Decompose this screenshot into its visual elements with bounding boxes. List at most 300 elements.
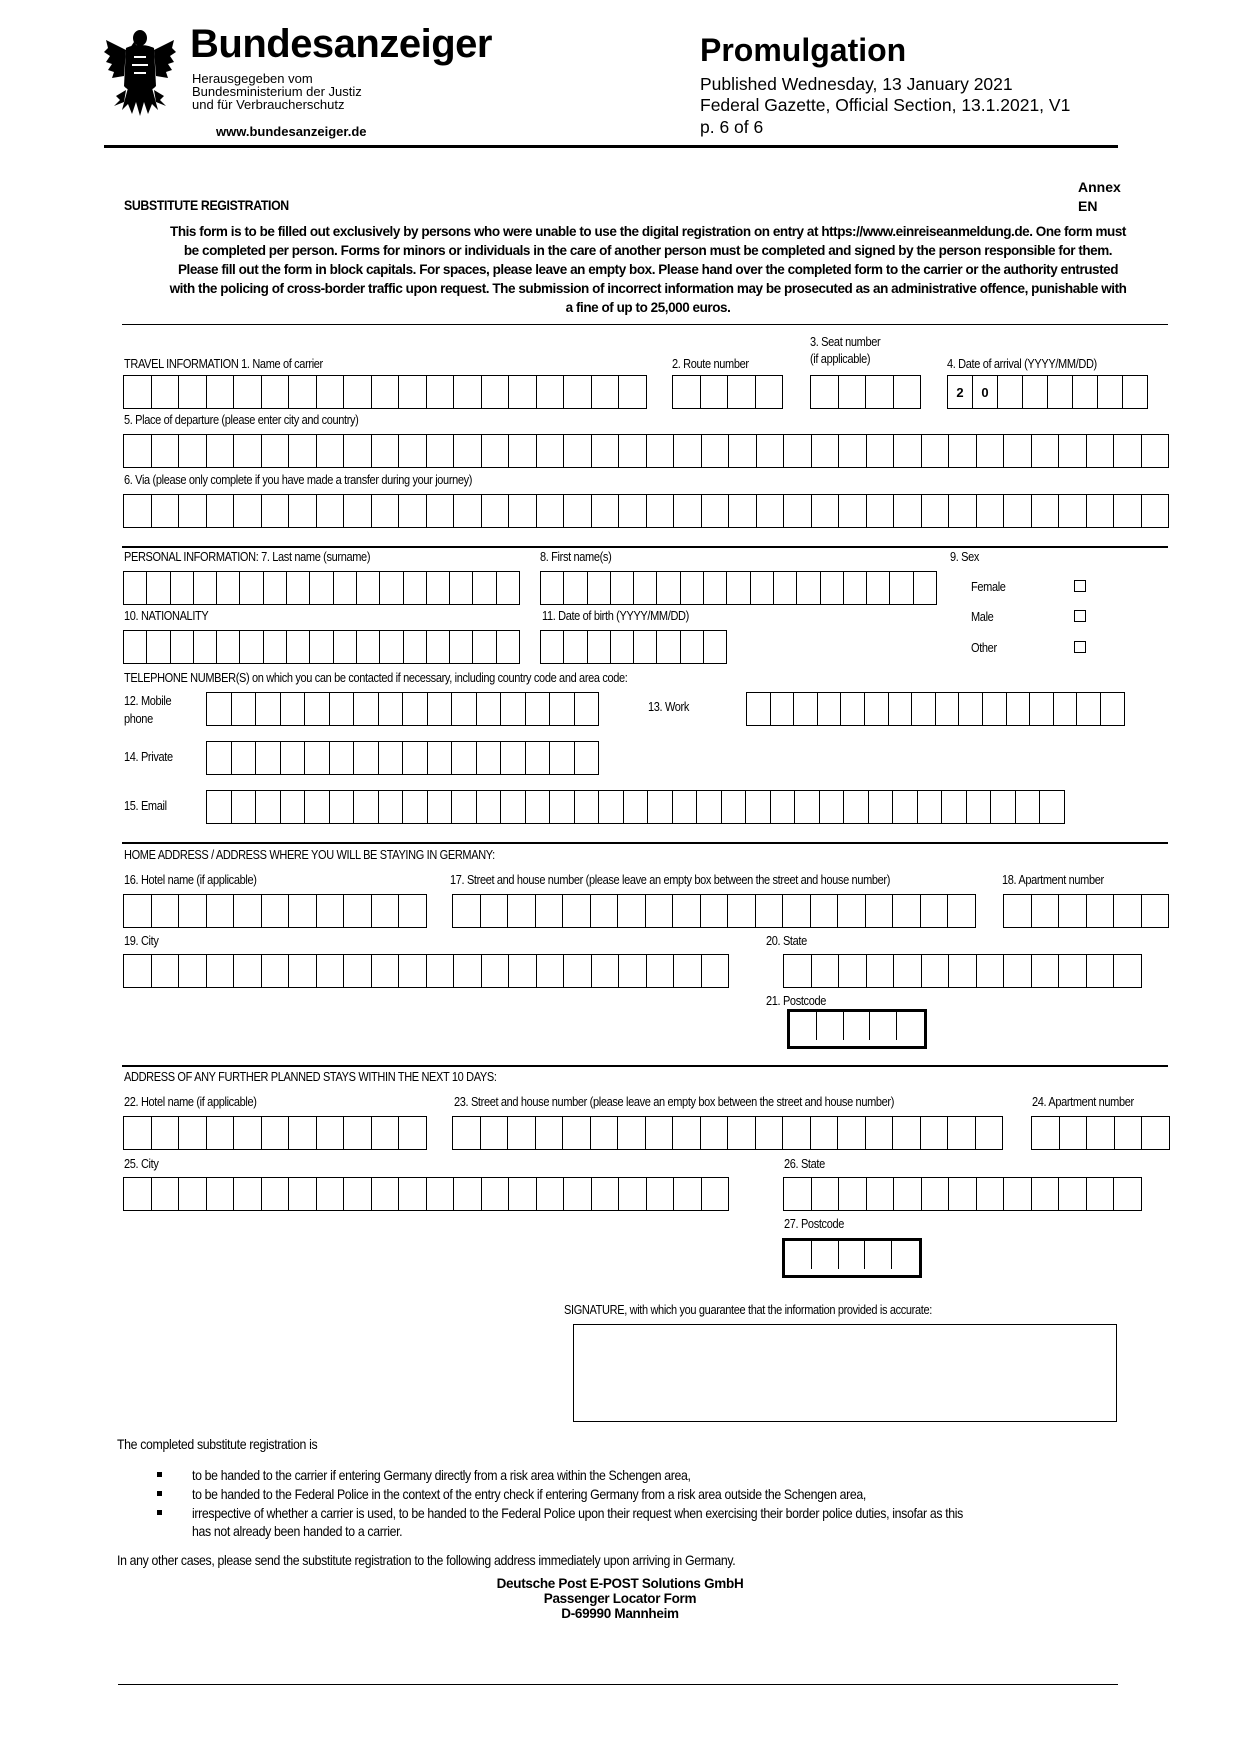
char-box[interactable] bbox=[673, 1116, 701, 1150]
char-box[interactable] bbox=[1077, 692, 1101, 726]
char-box[interactable] bbox=[564, 1177, 592, 1211]
home-state-field[interactable] bbox=[783, 954, 1142, 988]
char-box[interactable] bbox=[344, 954, 372, 988]
char-box[interactable] bbox=[1032, 1177, 1060, 1211]
char-box[interactable] bbox=[152, 434, 180, 468]
char-box[interactable] bbox=[344, 494, 372, 528]
char-box[interactable] bbox=[147, 630, 170, 664]
char-box[interactable] bbox=[537, 1177, 565, 1211]
char-box[interactable] bbox=[207, 741, 232, 775]
char-box[interactable] bbox=[922, 434, 950, 468]
char-box[interactable] bbox=[575, 790, 600, 824]
char-box[interactable] bbox=[1004, 894, 1032, 928]
char-box[interactable] bbox=[473, 571, 496, 605]
char-box[interactable] bbox=[820, 790, 845, 824]
char-box[interactable] bbox=[790, 1012, 817, 1040]
char-box[interactable] bbox=[399, 1116, 427, 1150]
char-box[interactable] bbox=[289, 375, 317, 409]
char-box[interactable] bbox=[344, 894, 372, 928]
char-box[interactable] bbox=[1087, 434, 1115, 468]
char-box[interactable] bbox=[262, 954, 290, 988]
char-box[interactable] bbox=[399, 894, 427, 928]
char-box[interactable] bbox=[657, 571, 680, 605]
char-box[interactable] bbox=[289, 1116, 317, 1150]
char-box[interactable] bbox=[592, 494, 620, 528]
char-box[interactable] bbox=[357, 630, 380, 664]
char-box[interactable] bbox=[722, 790, 747, 824]
char-box[interactable] bbox=[232, 790, 257, 824]
char-box[interactable] bbox=[481, 894, 509, 928]
char-box[interactable] bbox=[729, 494, 757, 528]
char-box[interactable] bbox=[501, 741, 526, 775]
char-box[interactable] bbox=[234, 494, 262, 528]
char-box[interactable] bbox=[482, 375, 510, 409]
date-prefix-digit[interactable]: 2 bbox=[948, 375, 973, 409]
char-box[interactable] bbox=[921, 894, 949, 928]
char-box[interactable] bbox=[550, 692, 575, 726]
char-box[interactable] bbox=[751, 571, 774, 605]
char-box[interactable] bbox=[757, 494, 785, 528]
char-box[interactable] bbox=[794, 692, 818, 726]
char-box[interactable] bbox=[647, 1177, 675, 1211]
char-box[interactable] bbox=[977, 1177, 1005, 1211]
char-box[interactable] bbox=[618, 1116, 646, 1150]
further-city-field[interactable] bbox=[123, 1177, 729, 1211]
char-box[interactable] bbox=[427, 954, 455, 988]
char-box[interactable] bbox=[289, 494, 317, 528]
char-box[interactable] bbox=[379, 692, 404, 726]
char-box[interactable] bbox=[541, 571, 564, 605]
char-box[interactable] bbox=[812, 1177, 840, 1211]
char-box[interactable] bbox=[998, 375, 1023, 409]
char-box[interactable] bbox=[890, 571, 913, 605]
char-box[interactable] bbox=[657, 630, 680, 664]
char-box[interactable] bbox=[784, 434, 812, 468]
char-box[interactable] bbox=[452, 692, 477, 726]
char-box[interactable] bbox=[234, 894, 262, 928]
char-box[interactable] bbox=[234, 954, 262, 988]
char-box[interactable] bbox=[839, 494, 867, 528]
char-box[interactable] bbox=[262, 1177, 290, 1211]
date-of-birth-field[interactable] bbox=[540, 630, 727, 664]
char-box[interactable] bbox=[509, 954, 537, 988]
char-box[interactable] bbox=[179, 434, 207, 468]
char-box[interactable] bbox=[1101, 692, 1125, 726]
char-box[interactable] bbox=[867, 571, 890, 605]
char-box[interactable] bbox=[1114, 954, 1142, 988]
char-box[interactable] bbox=[894, 1177, 922, 1211]
char-box[interactable] bbox=[592, 434, 620, 468]
char-box[interactable] bbox=[1114, 494, 1142, 528]
char-box[interactable] bbox=[217, 630, 240, 664]
char-box[interactable] bbox=[207, 434, 235, 468]
arrival-date-field[interactable] bbox=[947, 375, 1148, 409]
char-box[interactable] bbox=[450, 571, 473, 605]
char-box[interactable] bbox=[289, 434, 317, 468]
char-box[interactable] bbox=[1004, 954, 1032, 988]
char-box[interactable] bbox=[179, 375, 207, 409]
char-box[interactable] bbox=[922, 954, 950, 988]
char-box[interactable] bbox=[1032, 954, 1060, 988]
char-box[interactable] bbox=[372, 1116, 400, 1150]
char-box[interactable] bbox=[454, 954, 482, 988]
char-box[interactable] bbox=[618, 894, 646, 928]
char-box[interactable] bbox=[152, 1177, 180, 1211]
char-box[interactable] bbox=[611, 571, 634, 605]
char-box[interactable] bbox=[124, 954, 152, 988]
char-box[interactable] bbox=[611, 630, 634, 664]
char-box[interactable] bbox=[1059, 494, 1087, 528]
char-box[interactable] bbox=[450, 630, 473, 664]
carrier-field[interactable] bbox=[123, 375, 647, 409]
char-box[interactable] bbox=[648, 790, 673, 824]
char-box[interactable] bbox=[811, 894, 839, 928]
char-box[interactable] bbox=[372, 434, 400, 468]
char-box[interactable] bbox=[473, 630, 496, 664]
char-box[interactable] bbox=[1142, 494, 1170, 528]
char-box[interactable] bbox=[344, 1116, 372, 1150]
char-box[interactable] bbox=[501, 790, 526, 824]
char-box[interactable] bbox=[948, 894, 976, 928]
char-box[interactable] bbox=[867, 954, 895, 988]
last-name-field[interactable] bbox=[123, 571, 520, 605]
char-box[interactable] bbox=[785, 1241, 812, 1269]
char-box[interactable] bbox=[1123, 375, 1148, 409]
char-box[interactable] bbox=[194, 630, 217, 664]
char-box[interactable] bbox=[317, 1116, 345, 1150]
char-box[interactable] bbox=[550, 790, 575, 824]
char-box[interactable] bbox=[497, 571, 520, 605]
departure-field[interactable] bbox=[123, 434, 1169, 468]
seat-number-field[interactable] bbox=[810, 375, 921, 409]
char-box[interactable] bbox=[124, 630, 147, 664]
char-box[interactable] bbox=[124, 894, 152, 928]
char-box[interactable] bbox=[1032, 1116, 1060, 1150]
char-box[interactable] bbox=[372, 1177, 400, 1211]
char-box[interactable] bbox=[588, 630, 611, 664]
char-box[interactable] bbox=[1114, 894, 1142, 928]
char-box[interactable] bbox=[821, 571, 844, 605]
char-box[interactable] bbox=[959, 692, 983, 726]
char-box[interactable] bbox=[894, 954, 922, 988]
char-box[interactable] bbox=[1048, 375, 1073, 409]
char-box[interactable] bbox=[179, 1116, 207, 1150]
char-box[interactable] bbox=[811, 1116, 839, 1150]
further-street-field[interactable] bbox=[452, 1116, 1003, 1150]
char-box[interactable] bbox=[624, 790, 649, 824]
male-checkbox[interactable] bbox=[1074, 610, 1086, 622]
char-box[interactable] bbox=[124, 494, 152, 528]
char-box[interactable] bbox=[171, 571, 194, 605]
char-box[interactable] bbox=[1059, 1177, 1087, 1211]
char-box[interactable] bbox=[508, 1116, 536, 1150]
further-hotel-field[interactable] bbox=[123, 1116, 427, 1150]
char-box[interactable] bbox=[914, 571, 937, 605]
char-box[interactable] bbox=[588, 571, 611, 605]
char-box[interactable] bbox=[334, 630, 357, 664]
char-box[interactable] bbox=[784, 1177, 812, 1211]
char-box[interactable] bbox=[508, 894, 536, 928]
date-prefix-digit[interactable]: 0 bbox=[973, 375, 998, 409]
char-box[interactable] bbox=[1004, 1177, 1032, 1211]
char-box[interactable] bbox=[697, 790, 722, 824]
char-box[interactable] bbox=[404, 571, 427, 605]
char-box[interactable] bbox=[747, 692, 771, 726]
char-box[interactable] bbox=[403, 790, 428, 824]
char-box[interactable] bbox=[870, 1012, 897, 1040]
char-box[interactable] bbox=[481, 1116, 509, 1150]
char-box[interactable] bbox=[262, 375, 290, 409]
char-box[interactable] bbox=[477, 741, 502, 775]
char-box[interactable] bbox=[379, 741, 404, 775]
char-box[interactable] bbox=[124, 571, 147, 605]
further-apartment-field[interactable] bbox=[1031, 1116, 1170, 1150]
char-box[interactable] bbox=[537, 494, 565, 528]
char-box[interactable] bbox=[281, 790, 306, 824]
home-street-field[interactable] bbox=[452, 894, 976, 928]
char-box[interactable] bbox=[812, 494, 840, 528]
char-box[interactable] bbox=[866, 375, 894, 409]
char-box[interactable] bbox=[977, 434, 1005, 468]
char-box[interactable] bbox=[921, 1116, 949, 1150]
char-box[interactable] bbox=[509, 434, 537, 468]
char-box[interactable] bbox=[536, 894, 564, 928]
char-box[interactable] bbox=[839, 434, 867, 468]
char-box[interactable] bbox=[427, 571, 450, 605]
char-box[interactable] bbox=[310, 630, 333, 664]
char-box[interactable] bbox=[207, 692, 232, 726]
website-link[interactable]: www.bundesanzeiger.de bbox=[216, 124, 367, 139]
char-box[interactable] bbox=[357, 571, 380, 605]
char-box[interactable] bbox=[372, 894, 400, 928]
home-hotel-field[interactable] bbox=[123, 894, 427, 928]
char-box[interactable] bbox=[152, 954, 180, 988]
char-box[interactable] bbox=[949, 954, 977, 988]
char-box[interactable] bbox=[844, 790, 869, 824]
char-box[interactable] bbox=[526, 741, 551, 775]
char-box[interactable] bbox=[317, 375, 345, 409]
char-box[interactable] bbox=[674, 494, 702, 528]
home-city-field[interactable] bbox=[123, 954, 729, 988]
char-box[interactable] bbox=[1004, 434, 1032, 468]
private-phone-field[interactable] bbox=[206, 741, 599, 775]
char-box[interactable] bbox=[207, 790, 232, 824]
char-box[interactable] bbox=[454, 434, 482, 468]
char-box[interactable] bbox=[454, 494, 482, 528]
char-box[interactable] bbox=[380, 571, 403, 605]
char-box[interactable] bbox=[477, 790, 502, 824]
char-box[interactable] bbox=[892, 1241, 919, 1269]
char-box[interactable] bbox=[124, 1177, 152, 1211]
char-box[interactable] bbox=[152, 494, 180, 528]
char-box[interactable] bbox=[317, 494, 345, 528]
char-box[interactable] bbox=[234, 375, 262, 409]
char-box[interactable] bbox=[264, 571, 287, 605]
char-box[interactable] bbox=[704, 571, 727, 605]
char-box[interactable] bbox=[841, 692, 865, 726]
char-box[interactable] bbox=[1060, 1116, 1088, 1150]
char-box[interactable] bbox=[894, 434, 922, 468]
via-field[interactable] bbox=[123, 494, 1169, 528]
char-box[interactable] bbox=[1087, 1177, 1115, 1211]
char-box[interactable] bbox=[330, 692, 355, 726]
char-box[interactable] bbox=[1040, 790, 1065, 824]
char-box[interactable] bbox=[550, 741, 575, 775]
char-box[interactable] bbox=[839, 375, 867, 409]
char-box[interactable] bbox=[812, 1241, 839, 1269]
char-box[interactable] bbox=[287, 571, 310, 605]
home-apartment-field[interactable] bbox=[1003, 894, 1169, 928]
further-postcode-field[interactable] bbox=[782, 1238, 922, 1278]
char-box[interactable] bbox=[1032, 434, 1060, 468]
char-box[interactable] bbox=[207, 1116, 235, 1150]
char-box[interactable] bbox=[756, 1116, 784, 1150]
char-box[interactable] bbox=[866, 894, 894, 928]
route-number-field[interactable] bbox=[672, 375, 783, 409]
char-box[interactable] bbox=[564, 571, 587, 605]
char-box[interactable] bbox=[592, 375, 620, 409]
char-box[interactable] bbox=[673, 790, 698, 824]
char-box[interactable] bbox=[1059, 954, 1087, 988]
char-box[interactable] bbox=[537, 954, 565, 988]
char-box[interactable] bbox=[592, 1177, 620, 1211]
char-box[interactable] bbox=[344, 1177, 372, 1211]
char-box[interactable] bbox=[482, 434, 510, 468]
char-box[interactable] bbox=[704, 630, 727, 664]
char-box[interactable] bbox=[591, 1116, 619, 1150]
char-box[interactable] bbox=[912, 692, 936, 726]
char-box[interactable] bbox=[427, 494, 455, 528]
char-box[interactable] bbox=[949, 1177, 977, 1211]
char-box[interactable] bbox=[865, 1241, 892, 1269]
char-box[interactable] bbox=[179, 1177, 207, 1211]
char-box[interactable] bbox=[922, 1177, 950, 1211]
char-box[interactable] bbox=[317, 1177, 345, 1211]
char-box[interactable] bbox=[526, 692, 551, 726]
char-box[interactable] bbox=[232, 692, 257, 726]
char-box[interactable] bbox=[897, 1012, 924, 1040]
char-box[interactable] bbox=[217, 571, 240, 605]
char-box[interactable] bbox=[1142, 894, 1170, 928]
char-box[interactable] bbox=[541, 630, 564, 664]
char-box[interactable] bbox=[1054, 692, 1078, 726]
further-state-field[interactable] bbox=[783, 1177, 1142, 1211]
char-box[interactable] bbox=[746, 790, 771, 824]
char-box[interactable] bbox=[599, 790, 624, 824]
char-box[interactable] bbox=[372, 375, 400, 409]
char-box[interactable] bbox=[867, 494, 895, 528]
char-box[interactable] bbox=[702, 434, 730, 468]
char-box[interactable] bbox=[1059, 894, 1087, 928]
char-box[interactable] bbox=[399, 494, 427, 528]
char-box[interactable] bbox=[526, 790, 551, 824]
char-box[interactable] bbox=[812, 434, 840, 468]
char-box[interactable] bbox=[427, 630, 450, 664]
char-box[interactable] bbox=[1023, 375, 1048, 409]
char-box[interactable] bbox=[207, 494, 235, 528]
char-box[interactable] bbox=[701, 375, 729, 409]
char-box[interactable] bbox=[674, 1177, 702, 1211]
char-box[interactable] bbox=[1087, 894, 1115, 928]
char-box[interactable] bbox=[427, 434, 455, 468]
char-box[interactable] bbox=[976, 1116, 1004, 1150]
char-box[interactable] bbox=[379, 790, 404, 824]
char-box[interactable] bbox=[428, 741, 453, 775]
char-box[interactable] bbox=[256, 692, 281, 726]
char-box[interactable] bbox=[564, 954, 592, 988]
char-box[interactable] bbox=[124, 434, 152, 468]
char-box[interactable] bbox=[867, 1177, 895, 1211]
char-box[interactable] bbox=[334, 571, 357, 605]
char-box[interactable] bbox=[453, 1116, 481, 1150]
char-box[interactable] bbox=[372, 494, 400, 528]
char-box[interactable] bbox=[194, 571, 217, 605]
char-box[interactable] bbox=[317, 434, 345, 468]
char-box[interactable] bbox=[234, 1177, 262, 1211]
char-box[interactable] bbox=[619, 375, 647, 409]
char-box[interactable] bbox=[399, 375, 427, 409]
char-box[interactable] bbox=[344, 375, 372, 409]
char-box[interactable] bbox=[509, 375, 537, 409]
char-box[interactable] bbox=[1030, 692, 1054, 726]
char-box[interactable] bbox=[619, 434, 647, 468]
char-box[interactable] bbox=[634, 571, 657, 605]
char-box[interactable] bbox=[756, 894, 784, 928]
home-postcode-field[interactable] bbox=[787, 1009, 927, 1049]
char-box[interactable] bbox=[564, 494, 592, 528]
first-name-field[interactable] bbox=[540, 571, 937, 605]
char-box[interactable] bbox=[646, 894, 674, 928]
char-box[interactable] bbox=[354, 692, 379, 726]
char-box[interactable] bbox=[477, 692, 502, 726]
char-box[interactable] bbox=[936, 692, 960, 726]
char-box[interactable] bbox=[264, 630, 287, 664]
char-box[interactable] bbox=[262, 494, 290, 528]
char-box[interactable] bbox=[866, 1116, 894, 1150]
signature-box[interactable] bbox=[573, 1324, 1117, 1422]
char-box[interactable] bbox=[949, 434, 977, 468]
char-box[interactable] bbox=[497, 630, 520, 664]
char-box[interactable] bbox=[482, 954, 510, 988]
char-box[interactable] bbox=[894, 494, 922, 528]
char-box[interactable] bbox=[399, 1177, 427, 1211]
other-checkbox[interactable] bbox=[1074, 641, 1086, 653]
char-box[interactable] bbox=[207, 1177, 235, 1211]
char-box[interactable] bbox=[1016, 790, 1041, 824]
char-box[interactable] bbox=[234, 1116, 262, 1150]
char-box[interactable] bbox=[839, 1241, 866, 1269]
char-box[interactable] bbox=[728, 1116, 756, 1150]
char-box[interactable] bbox=[179, 494, 207, 528]
char-box[interactable] bbox=[757, 434, 785, 468]
mobile-phone-field[interactable] bbox=[206, 692, 599, 726]
char-box[interactable] bbox=[207, 894, 235, 928]
char-box[interactable] bbox=[784, 494, 812, 528]
char-box[interactable] bbox=[838, 894, 866, 928]
char-box[interactable] bbox=[619, 1177, 647, 1211]
char-box[interactable] bbox=[702, 1177, 730, 1211]
char-box[interactable] bbox=[234, 434, 262, 468]
char-box[interactable] bbox=[977, 954, 1005, 988]
char-box[interactable] bbox=[839, 1177, 867, 1211]
char-box[interactable] bbox=[262, 894, 290, 928]
char-box[interactable] bbox=[564, 375, 592, 409]
char-box[interactable] bbox=[893, 894, 921, 928]
char-box[interactable] bbox=[310, 571, 333, 605]
char-box[interactable] bbox=[399, 954, 427, 988]
email-field[interactable] bbox=[206, 790, 1065, 824]
char-box[interactable] bbox=[179, 954, 207, 988]
